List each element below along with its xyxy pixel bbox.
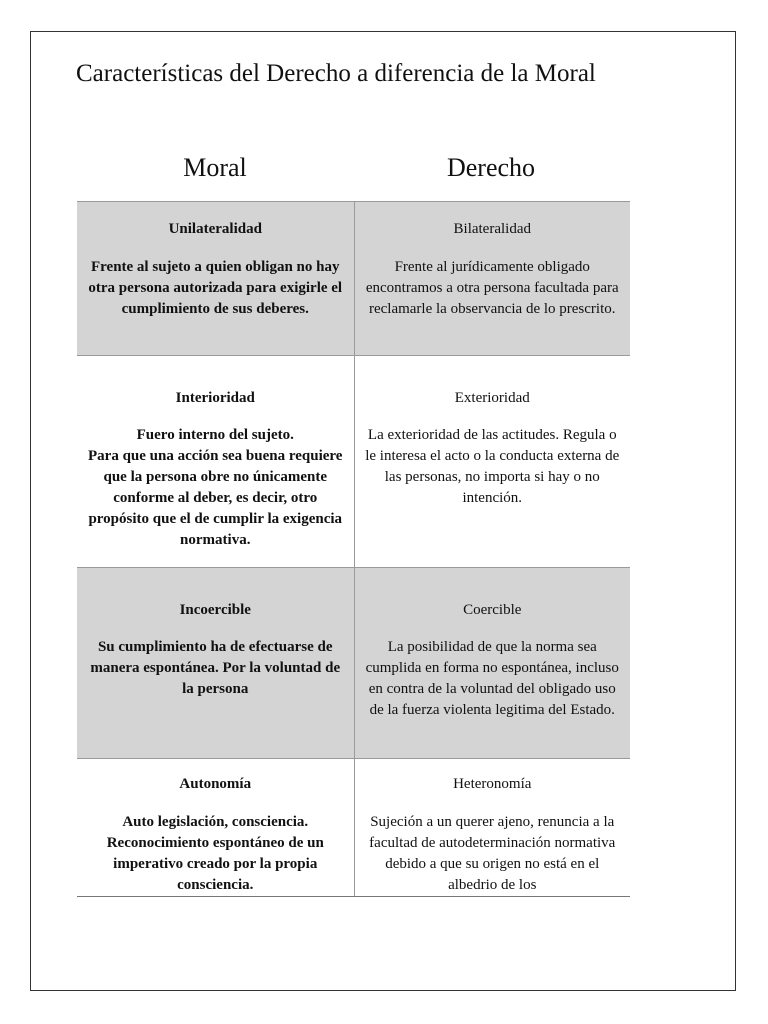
- derecho-cell: [354, 356, 630, 568]
- cell-body: La exterioridad de las actitudes. Regula o le interesa el acto o la conducta externa de las personas, no importa si hay o no intención.: [365, 427, 620, 506]
- cell-heading: Autonomía: [179, 776, 252, 792]
- cell-heading: Incoercible: [179, 602, 251, 618]
- derecho-cell: [354, 759, 630, 897]
- document-title: Características del Derecho a diferencia de la Moral: [76, 60, 596, 87]
- cell-heading: Unilateralidad: [168, 221, 262, 237]
- column-header-moral: Moral: [183, 153, 247, 182]
- cell-body: Fuero interno del sujeto. Para que una acción sea buena requiere que la persona obre no únicamente conforme al deber, es decir, otro propósito que el de cumplir la exigencia normativa.: [88, 427, 343, 548]
- cell-heading: Interioridad: [175, 390, 255, 406]
- table-row: [77, 356, 630, 568]
- cell-heading: Bilateralidad: [453, 221, 531, 237]
- cell-body: Frente al sujeto a quien obligan no hay otra persona autorizada para exigirle el cumplimiento de sus deberes.: [88, 259, 343, 317]
- moral-cell: [77, 568, 354, 759]
- cell-body: Frente al jurídicamente obligado encontramos a otra persona facultada para reclamarle la observancia de lo prescrito.: [365, 259, 619, 317]
- moral-cell: [77, 759, 354, 897]
- cell-body: Auto legislación, consciencia. Reconocimiento espontáneo de un imperativo creado por la propia consciencia.: [106, 814, 324, 893]
- cell-body: Sujeción a un querer ajeno, renuncia a la facultad de autodeterminación normativa debido a que su origen no está en el albedrio de los: [369, 814, 616, 893]
- derecho-cell: [354, 568, 630, 759]
- moral-cell: [77, 202, 354, 356]
- cell-heading: Heteronomía: [453, 776, 532, 792]
- table-row: [77, 759, 630, 897]
- cell-body: La posibilidad de que la norma sea cumplida en forma no espontánea, incluso en contra de la voluntad del obligado uso de la fuerza violenta legitima del Estado.: [365, 639, 619, 718]
- table-row: [77, 202, 630, 356]
- table-row: [77, 568, 630, 759]
- moral-cell: [77, 356, 354, 568]
- cell-body: Su cumplimiento ha de efectuarse de manera espontánea. Por la voluntad de la persona: [90, 639, 341, 697]
- cell-heading: Coercible: [463, 602, 522, 618]
- comparison-table: [77, 201, 630, 897]
- derecho-cell: [354, 202, 630, 356]
- column-header-derecho: Derecho: [446, 153, 536, 182]
- cell-heading: Exterioridad: [454, 390, 530, 406]
